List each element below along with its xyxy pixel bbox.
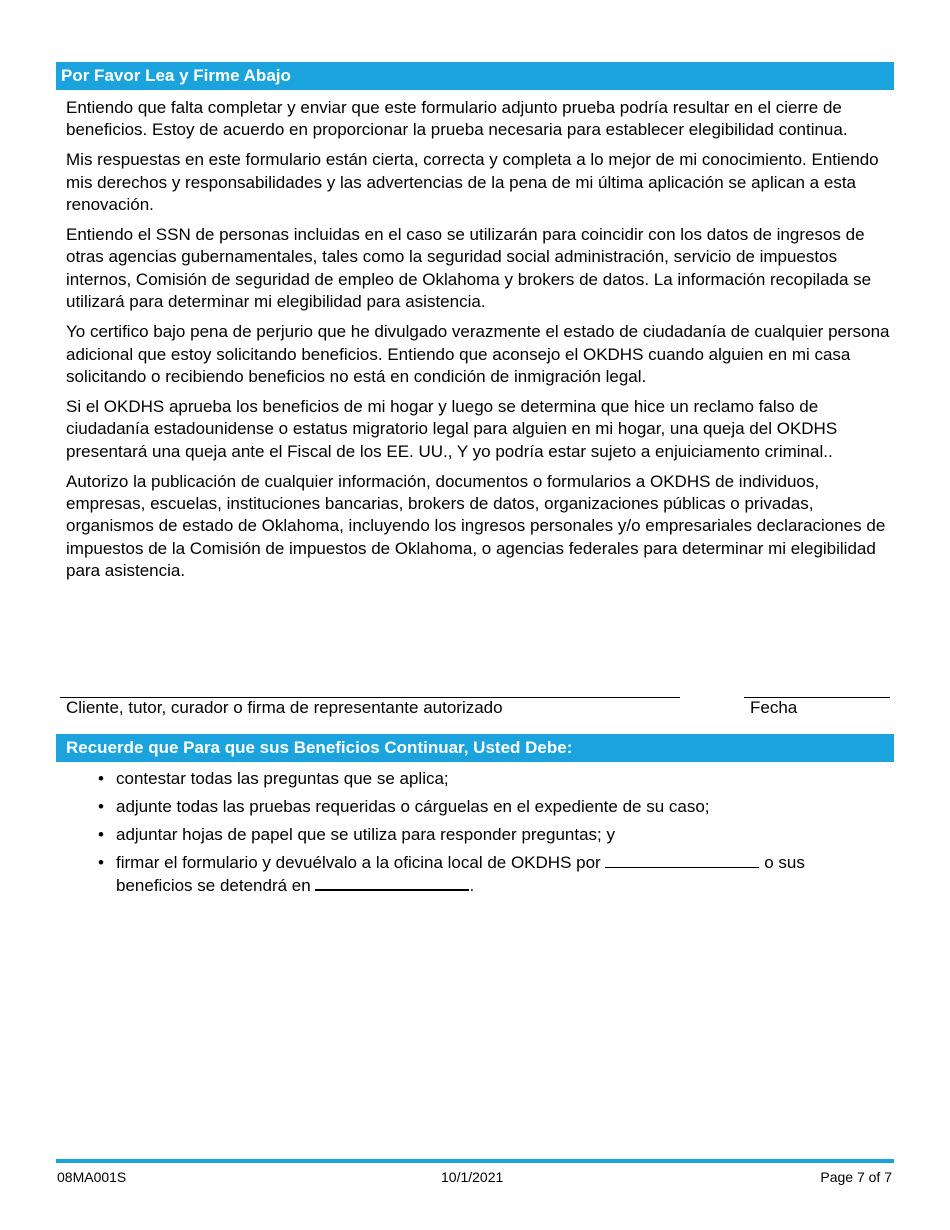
footer-rule [56, 1159, 894, 1163]
signature-label: Cliente, tutor, curador o firma de representante autorizado [66, 698, 503, 717]
section-header-reminder [56, 734, 894, 762]
bullet-icon: • [98, 797, 104, 816]
list-item-text: o sus beneficios se detendrá en [116, 853, 805, 896]
list-item [98, 768, 876, 790]
list-item-text: . [469, 876, 475, 896]
section-header-sign [56, 62, 894, 90]
bullet-icon: • [98, 825, 104, 844]
return-date-blank[interactable] [605, 852, 759, 868]
form-number: 08MA001S [57, 1169, 127, 1185]
list-item-text: firmar el formulario y devuélvalo a la oficina local de OKDHS por [116, 853, 601, 872]
paragraph: Si el OKDHS aprueba los beneficios de mi hogar y luego se determina que hice un reclamo falso de ciudadanía estadounidense o estatus migratorio legal para alguien en mi hogar, una queja del OKDHS presentará una queja ante el Fiscal de los EE. UU., Y yo podría estar sujeto a enjuiciamento criminal.. [66, 396, 838, 461]
certification-text [66, 97, 896, 590]
bullet-icon: • [98, 853, 104, 872]
list-item-text: contestar todas las preguntas que se aplica; [116, 769, 449, 788]
date-label: Fecha [750, 698, 798, 717]
list-item [98, 824, 876, 846]
stop-date-blank[interactable] [315, 874, 469, 891]
form-date: 10/1/2021 [441, 1169, 504, 1185]
paragraph: Yo certifico bajo pena de perjurio que he divulgado verazmente el estado de ciudadanía de cualquier persona adicional que estoy solicitando beneficios. Entiendo que aconsejo el OKDHS cuando alguien en mi casa solicitando o recibiendo beneficios no está en condición de inmigración legal. [66, 322, 890, 386]
paragraph: Autorizo la publicación de cualquier información, documentos o formularios a OKDHS de individuos, empresas, escuelas, instituciones bancarias, brokers de datos, organizaciones públicas o privadas, organismos de estado de Oklahoma, incluyendo los ingresos personales y/o empresariales declaraciones de impuestos de la Comisión de impuestos de Oklahoma, o agencias federales para determinar mi elegibilidad para asistencia. [66, 471, 886, 581]
section-title: Por Favor Lea y Firme Abajo [61, 66, 291, 85]
list-item-text: adjunte todas las pruebas requeridas o cárguelas en el expediente de su caso; [116, 797, 710, 816]
section-title: Recuerde que Para que sus Beneficios Continuar, Usted Debe: [66, 738, 573, 757]
paragraph: Entiendo el SSN de personas incluidas en el caso se utilizarán para coincidir con los datos de ingresos de otras agencias gubernamentales, tales como la seguridad social administración, servicio de impuestos internos, Comisión de seguridad de empleo de Oklahoma y brokers de datos. La información recopilada se utilizará para determinar mi elegibilidad para asistencia. [66, 225, 872, 312]
list-item-text: adjuntar hojas de papel que se utiliza para responder preguntas; y [116, 825, 616, 844]
list-item [98, 852, 876, 898]
reminder-list [98, 768, 876, 903]
page-number: Page 7 of 7 [820, 1169, 892, 1185]
paragraph: Mis respuestas en este formulario están cierta, correcta y completa a lo mejor de mi conocimiento. Entiendo mis derechos y responsabilidades y las advertencias de la pena de mi última aplicación se aplican a esta renovación. [66, 150, 879, 215]
list-item [98, 796, 876, 818]
paragraph: Entiendo que falta completar y enviar que este formulario adjunto prueba podría resultar en el cierre de beneficios. Estoy de acuerdo en proporcionar la prueba necesaria para establecer elegibilidad continua. [66, 98, 848, 140]
bullet-icon: • [98, 769, 104, 788]
